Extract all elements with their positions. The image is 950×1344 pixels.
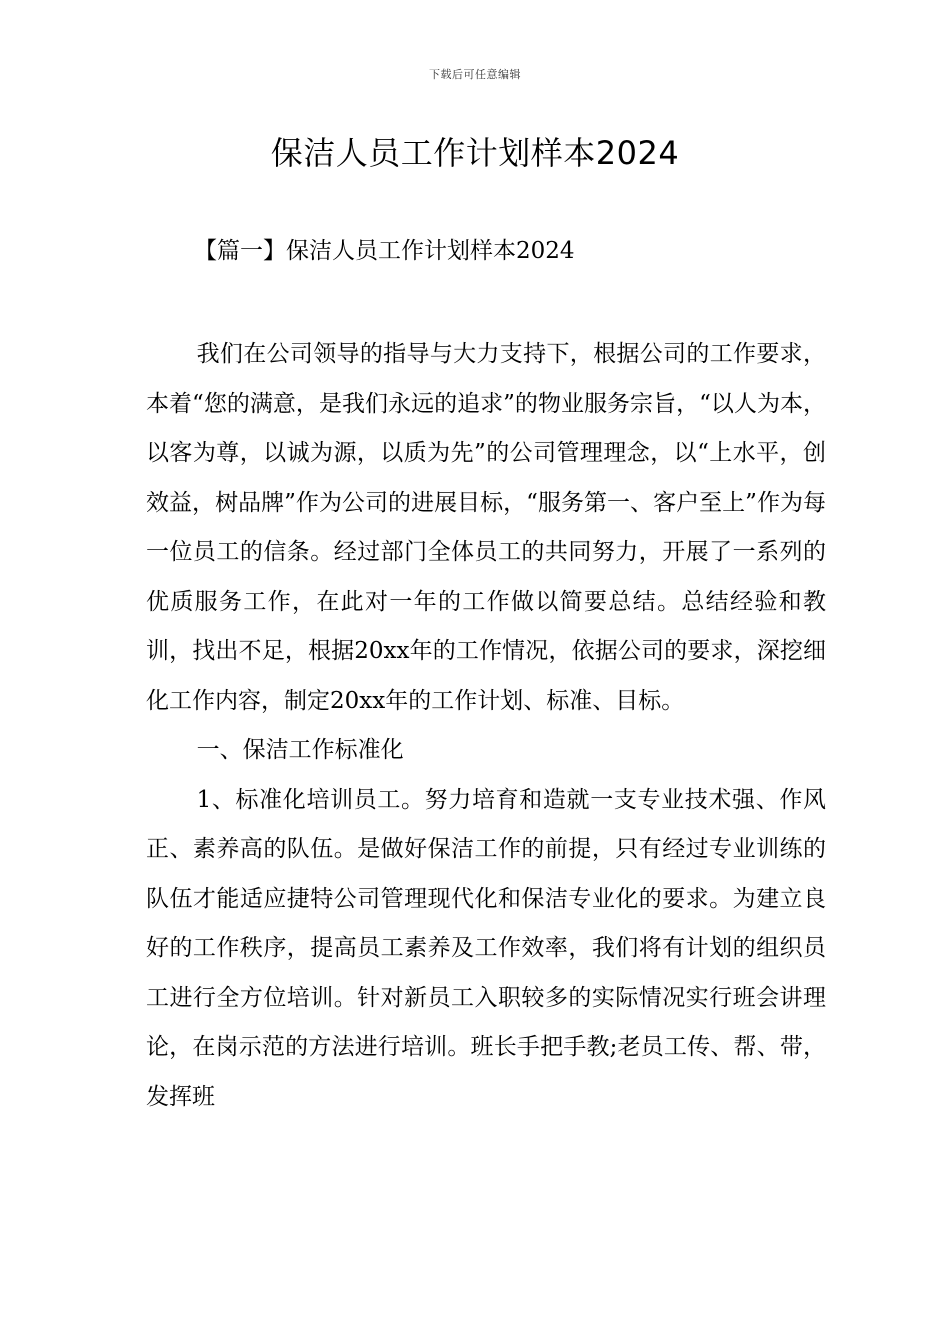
document-title: 保洁人员工作计划样本2024 [270,134,680,172]
header-note: 下载后可任意编辑 [429,68,521,81]
intro-paragraph: 我们在公司领导的指导与大力支持下，根据公司的工作要求，本着“您的满意，是我们永远的追求”的物业服务宗旨，“以人为本，以客为尊，以诚为源，以质为先”的公司管理理念，以“上水平，创效益，树品牌”作为公司的进展目标，“服务第一、客户至上”作为每一位员工的信条。经过部门全体员工的共同努力，开展了一系列的优质服务工作，在此对一年的工作做以简要总结。总结经验和教训，找出不足，根据20xx年的工作情况，依据公司的要求，深挖细化工作内容，制定20xx年的工作计划、标准、目标。 [146,341,826,714]
subsection-heading: 一、保洁工作标准化 [196,737,404,763]
training-paragraph: 1、标准化培训员工。努力培育和造就一支专业技术强、作风正、素养高的队伍。是做好保洁工作的前提，只有经过专业训练的队伍才能适应捷特公司管理现代化和保洁专业化的要求。为建立良好的工作秩序，提高员工素养及工作效率，我们将有计划的组织员工进行全方位培训。针对新员工入职较多的实际情况实行班会讲理论，在岗示范的方法进行培训。班长手把手教;老员工传、帮、带，发挥班 [146,786,826,1110]
section-title: 【篇一】保洁人员工作计划样本2024 [194,238,575,264]
document-body [146,330,826,1122]
